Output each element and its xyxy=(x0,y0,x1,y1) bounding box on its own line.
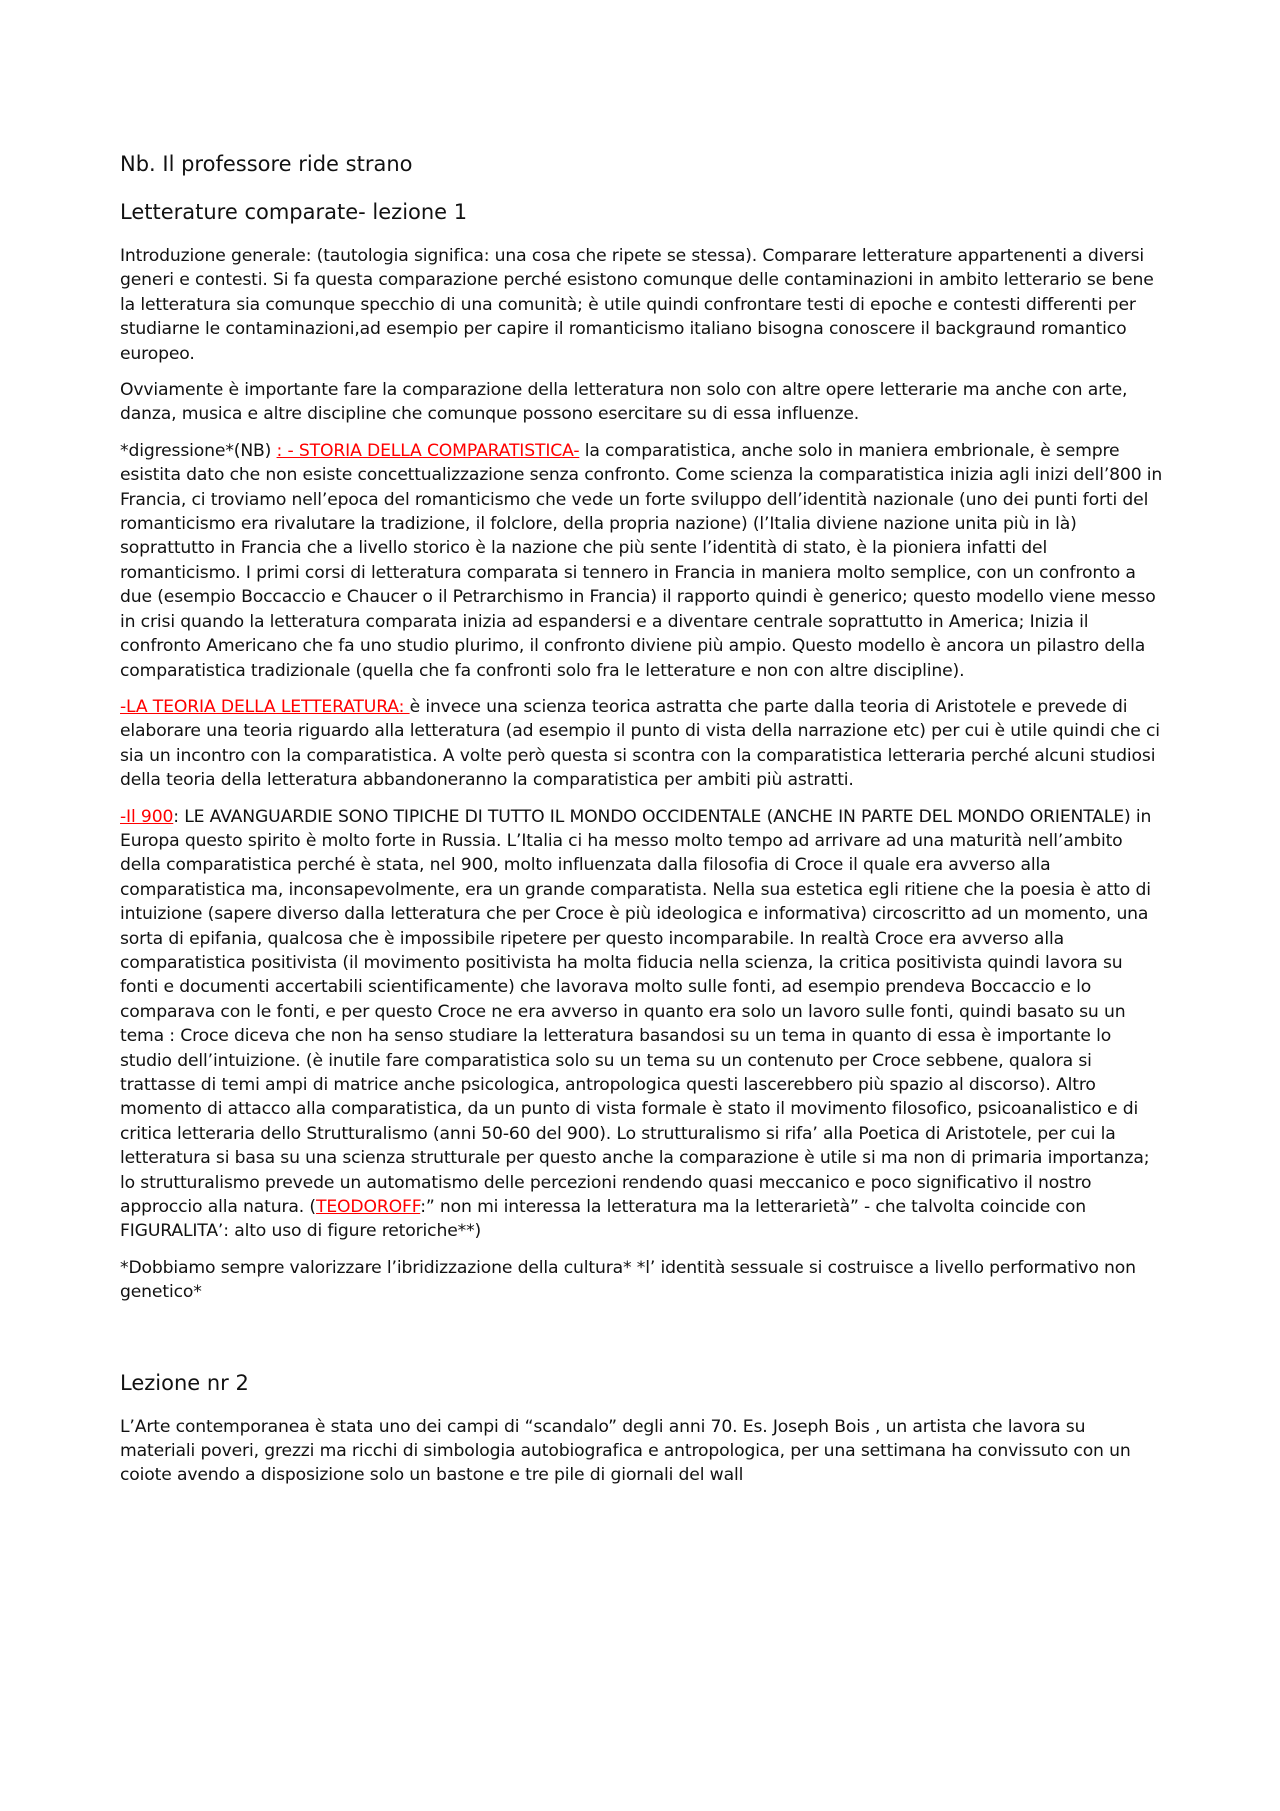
novecento-text-a: : LE AVANGUARDIE SONO TIPICHE DI TUTTO IL MONDO OCCIDENTALE (ANCHE IN PARTE DEL MONDO ORIENTALE) in Europa questo spirito è molto forte in Russia. L’Italia ci ha messo molto tempo ad arrivare ad una maturità nell’ambito della comparatistica perché è stata, nel 900, molto influenzata dalla filosofia di Croce il quale era avverso alla comparatistica ma, inconsapevolmente, era un grande comparatista. Nella sua estetica egli ritiene che la poesia è atto di intuizione (sapere diverso dalla letteratura che per Croce è più ideologica e informativa) circoscritto ad un momento, una sorta di epifania, qualcosa che è impossibile ripetere per questo incomparabile. In realtà Croce era avverso alla comparatistica positivista (il movimento positivista ha molta fiducia nella scienza, la critica positivista quindi lavora su fonti e documenti accertabili scientificamente) che lavorava molto sulle fonti, ad esempio prendeva Boccaccio e lo comparava con le fonti, e per questo Croce ne era avverso in quanto era solo un lavoro sulle fonti, quindi basato su un tema : Croce diceva che non ha senso studiare la letteratura basandosi su un tema in quanto di essa è importante lo studio dell’intuizione. (è inutile fare comparatistica solo su un tema su un contenuto per Croce sebbene, qualora si trattasse di temi ampi di matrice anche psicologica, antropologica questi lascerebbero più spazio al discorso). Altro momento di attacco alla comparatistica, da un punto di vista formale è stato il movimento filosofico, psicoanalistico e di critica letteraria dello Strutturalismo (anni 50-60 del 900). Lo strutturalismo si rifa’ alla Poetica di Aristotele, per cui la letteratura si basa su una scienza strutturale per questo anche la comparazione è utile si ma non di primaria importanza; lo strutturalismo prevede un automatismo delle percezioni rendendo quasi meccanico e poco significativo il nostro approccio alla natura. ( xyxy=(120,806,1152,1218)
novecento-heading-link: -Il 900 xyxy=(120,806,174,827)
comparison-paragraph: Ovviamente è importante fare la comparazione della letteratura non solo con altre opere letterarie ma anche con arte, danza, musica e altre discipline che comunque possono esercitare su di essa influenze. xyxy=(120,380,1128,425)
art-paragraph: L’Arte contemporanea è stata uno dei campi di “scandalo” degli anni 70. Es. Joseph Bois , un artista che lavora su materiali poveri, grezzi ma ricchi di simbologia autobiografica e antropologica, per una settimana ha convissuto con un coiote avendo a disposizione solo un bastone e tre pile di giornali del wall xyxy=(120,1416,1131,1486)
novecento-paragraph xyxy=(120,805,1165,1244)
history-text: la comparatistica, anche solo in maniera embrionale, è sempre esistita dato che non esiste concettualizzazione senza confronto. Come scienza la comparatistica inizia agli inizi dell’800 in Francia, ci troviamo nell’epoca del romanticismo che vede un forte sviluppo dell’identità nazionale (uno dei punti forti del romanticismo era rivalutare la tradizione, il folclore, della propria nazione) (l’Italia diviene nazione unita più in là) soprattutto in Francia che a livello storico è la nazione che più sente l’identità di stato, è la pioniera infatti del romanticismo. I primi corsi di letteratura comparata si tennero in Francia in maniera molto semplice, con un confronto a due (esempio Boccaccio e Chaucer o il Petrarchismo in Francia) il rapporto quindi è generico; questo modello viene messo in crisi quando la letteratura comparata inizia ad espandersi e a diventare centrale soprattutto in America; Inizia il confronto Americano che fa uno studio plurimo, il confronto diviene più ampio. Questo modello è ancora un pilastro della comparatistica tradizionale (quella che fa confronti solo fra le letterature e non con altre discipline). xyxy=(120,440,1163,681)
theory-heading-link: -LA TEORIA DELLA LETTERATURA: xyxy=(120,696,410,717)
history-paragraph xyxy=(120,439,1165,683)
theory-text: è invece una scienza teorica astratta che parte dalla teoria di Aristotele e prevede di elaborare una teoria riguardo alla letteratura (ad esempio il punto di vista della narrazione etc) per cui è utile quindi che ci sia un incontro con la comparatistica. A volte però questa si scontra con la comparatistica letteraria perché alcuni studiosi della teoria della letteratura abbandoneranno la comparatistica per ambiti più astratti. xyxy=(120,696,1160,791)
digression-prefix: *digressione*(NB) xyxy=(120,440,277,461)
culture-note-paragraph: *Dobbiamo sempre valorizzare l’ibridizzazione della cultura* *l’ identità sessuale si costruisce a livello performativo non genetico* xyxy=(120,1257,1136,1303)
history-heading-link: : - STORIA DELLA COMPARATISTICA- xyxy=(276,440,580,461)
theory-paragraph xyxy=(120,695,1165,793)
intro-paragraph: Introduzione generale: (tautologia significa: una cosa che ripete se stessa). Comparare letterature appartenenti a diversi generi e contesti. Si fa questa comparazione perché esistono comunque delle contaminazioni in ambito letterario se bene la letteratura sia comunque specchio di una comunità; è utile quindi confrontare testi di epoche e contesti differenti per studiarne le contaminazioni,ad esempio per capire il romanticismo italiano bisogna conoscere il backgraund romantico europeo. xyxy=(120,246,1154,364)
novecento-text-b: :” non mi interessa la letteratura ma la letterarietà” - che talvolta coincide con FIGURALITA’: alto uso di figure retoriche**) xyxy=(120,1197,1086,1242)
lesson1-title: Letterature comparate- lezione 1 xyxy=(120,200,468,224)
teodoroff-link: TEODOROFF xyxy=(315,1197,421,1218)
note-heading: Nb. Il professore ride strano xyxy=(120,152,413,176)
lesson2-title: Lezione nr 2 xyxy=(120,1370,249,1395)
